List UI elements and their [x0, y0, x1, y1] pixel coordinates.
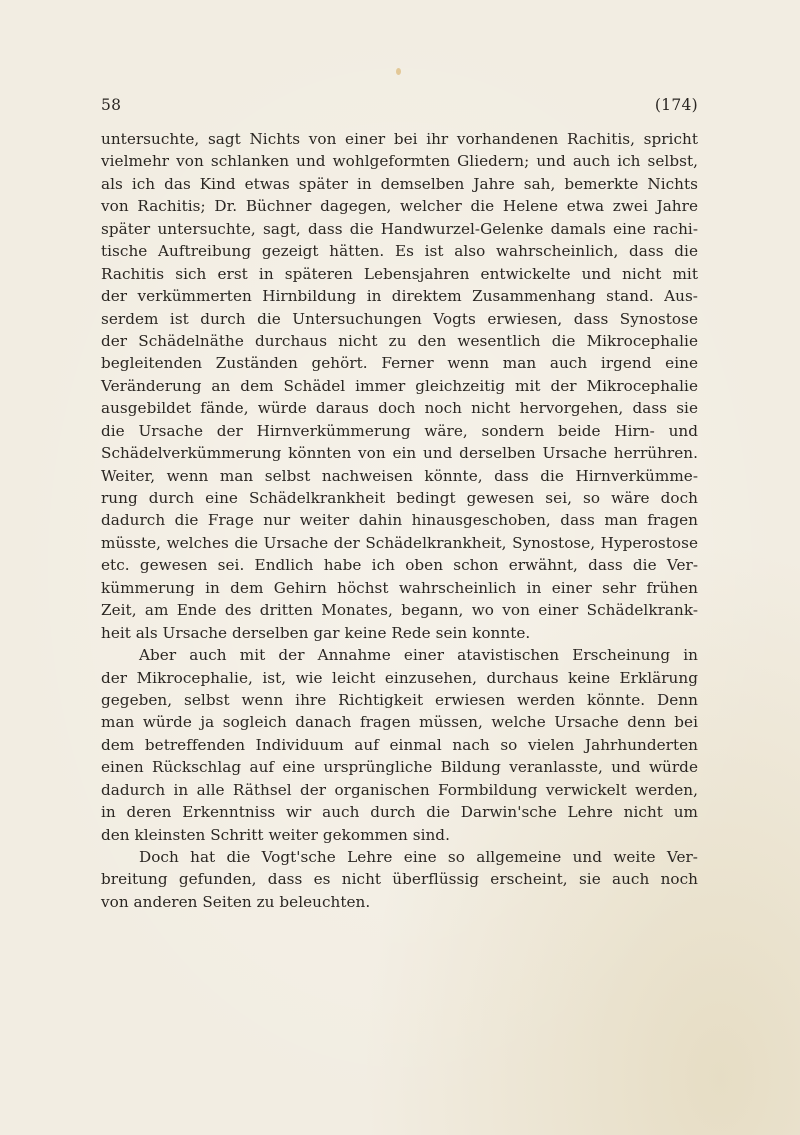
- text-line: dem betreffenden Individuum auf einmal nach so vielen Jahrhunderten: [101, 735, 698, 754]
- text-line: kümmerung in dem Gehirn höchst wahrscheinlich in einer sehr frühen: [101, 578, 698, 597]
- text-line: breitung gefunden, dass es nicht überflüssig erscheint, sie auch noch: [101, 870, 698, 889]
- text-line: serdem ist durch die Untersuchungen Vogts erwiesen, dass Synostose: [101, 309, 698, 328]
- text-line: Veränderung an dem Schädel immer gleichzeitig mit der Mikrocephalie: [101, 376, 698, 395]
- paragraph: [101, 644, 698, 846]
- text-line: tische Auftreibung gezeigt hätten. Es ist also wahrscheinlich, dass die: [101, 242, 698, 261]
- text-line: den kleinsten Schritt weiter gekommen sind.: [101, 825, 450, 844]
- paragraph: [101, 846, 698, 913]
- text-line: vielmehr von schlanken und wohlgeformten Gliedern; und auch ich selbst,: [101, 152, 698, 171]
- text-line: müsste, welches die Ursache der Schädelkrankheit, Synostose, Hyperostose: [101, 533, 698, 552]
- text-line: einen Rückschlag auf eine ursprüngliche Bildung veranlasste, und würde: [101, 758, 698, 777]
- text-line: Weiter, wenn man selbst nachweisen könnte, dass die Hirnverkümme-: [101, 466, 698, 485]
- text-line: der Schädelnäthe durchaus nicht zu den wesentlich die Mikrocephalie: [101, 331, 698, 350]
- text-line: Schädelverkümmerung könnten von ein und derselben Ursache herrühren.: [101, 444, 698, 463]
- text-line: von Rachitis; Dr. Büchner dagegen, welcher die Helene etwa zwei Jahre: [101, 197, 698, 216]
- page-reference: (174): [654, 96, 698, 114]
- text-line: rung durch eine Schädelkrankheit bedingt gewesen sei, so wäre doch: [101, 489, 698, 507]
- text-line: als ich das Kind etwas später in demselben Jahre sah, bemerkte Nichts: [101, 174, 698, 193]
- text-line: der Mikrocephalie, ist, wie leicht einzusehen, durchaus keine Erklärung: [101, 668, 698, 687]
- paragraph: [101, 128, 698, 644]
- text-line: ausgebildet fände, würde daraus doch noch nicht hervorgehen, dass sie: [101, 399, 698, 418]
- page-header: [101, 96, 698, 120]
- text-line: etc. gewesen sei. Endlich habe ich oben schon erwähnt, dass die Ver-: [101, 556, 698, 575]
- page-number: 58: [101, 96, 122, 114]
- text-line: Zeit, am Ende des dritten Monates, begann, wo von einer Schädelkrank-: [101, 601, 698, 620]
- text-line: von anderen Seiten zu beleuchten.: [101, 892, 371, 911]
- text-line: später untersuchte, sagt, dass die Handwurzel-Gelenke damals eine rachi-: [101, 219, 698, 238]
- text-line: dadurch in alle Räthsel der organischen Formbildung verwickelt werden,: [101, 780, 698, 799]
- text-line: in deren Erkenntniss wir auch durch die Darwin'sche Lehre nicht um: [101, 803, 698, 822]
- text-line: Doch hat die Vogt'sche Lehre eine so allgemeine und weite Ver-: [139, 848, 698, 866]
- text-line: man würde ja sogleich danach fragen müssen, welche Ursache denn bei: [101, 713, 698, 732]
- stain-mark: [396, 68, 401, 75]
- text-line: Aber auch mit der Annahme einer atavistischen Erscheinung in: [139, 646, 698, 665]
- text-line: gegeben, selbst wenn ihre Richtigkeit erwiesen werden könnte. Denn: [101, 690, 698, 709]
- text-line: der verkümmerten Hirnbildung in direktem Zusammenhang stand. Aus-: [101, 287, 698, 306]
- text-line: untersuchte, sagt Nichts von einer bei ihr vorhandenen Rachitis, spricht: [101, 130, 698, 148]
- text-line: begleitenden Zuständen gehört. Ferner wenn man auch irgend eine: [101, 354, 698, 373]
- text-line: dadurch die Frage nur weiter dahin hinausgeschoben, dass man fragen: [101, 511, 698, 530]
- text-line: Rachitis sich erst in späteren Lebensjahren entwickelte und nicht mit: [101, 264, 698, 283]
- text-line: die Ursache der Hirnverkümmerung wäre, sondern beide Hirn- und: [101, 421, 698, 440]
- body-text: [101, 128, 698, 913]
- text-line: heit als Ursache derselben gar keine Rede sein konnte.: [101, 623, 531, 642]
